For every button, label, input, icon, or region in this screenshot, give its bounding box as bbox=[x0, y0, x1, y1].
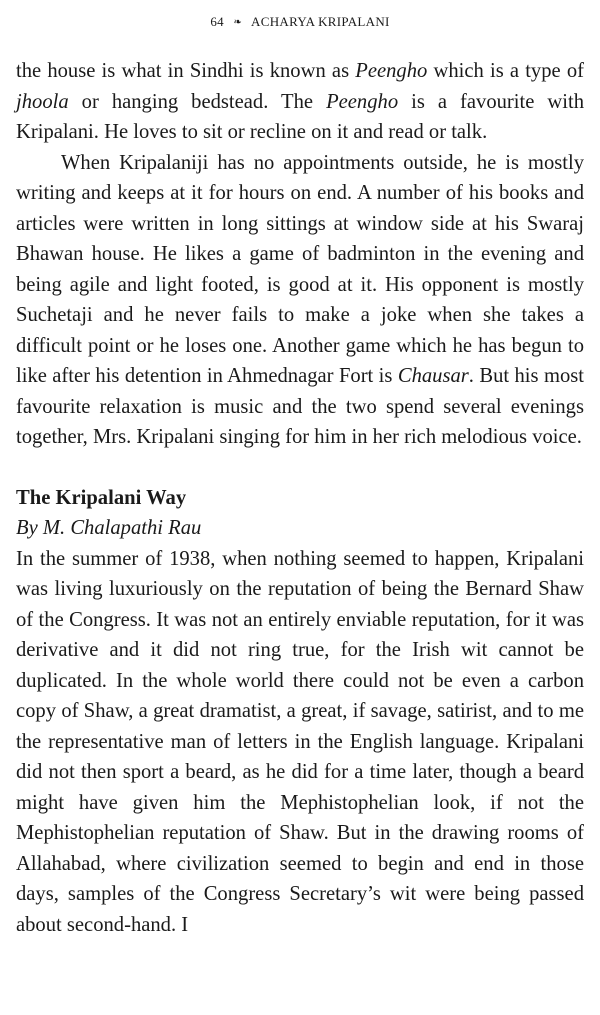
running-header bbox=[16, 14, 584, 30]
page-number: 64 bbox=[210, 14, 224, 29]
paragraph-3: In the summer of 1938, when nothing seemed to happen, Kripalani was living luxuriously on the reputation of being the Bernard Shaw of the Congress. It was not an entirely enviable reputation, for it was derivative and it did not ring true, for the Irish wit cannot be duplicated. In the whole world there could not be even a carbon copy of Shaw, a great dramatist, a great, if savage, satirist, and to me the representative man of letters in the English language. Kripalani did not then sport a beard, as he did for a time later, though a beard might have given him the Mephistophelian look, if not the Mephistophelian reputation of Shaw. But in the drawing rooms of Allahabad, where civilization seemed to begin and end in those days, samples of the Congress Secretary’s wit were being passed about second-hand. I bbox=[16, 547, 584, 936]
term-peengho-2: Peengho bbox=[326, 90, 399, 113]
term-peengho: Peengho bbox=[355, 60, 428, 82]
paragraph-2: When Kripalaniji has no appointments outside, he is mostly writing and keeps at it for hours on end. A number of his books and articles were written in long sittings at window side at his Swaraj Bhawan house. He likes a game of badminton in the evening and being agile and light footed, is good at it. His opponent is mostly Suchetaji and he never fails to make a joke when she takes a difficult point or he loses one. Another game which he has begun to like after his detention in Ahmednagar Fort is Chausar. But his most favourite relaxation is music and the two spend several evenings together, Mrs. Kripalani singing for him in her rich melodious voice. bbox=[16, 151, 584, 448]
section-gap bbox=[16, 453, 584, 483]
section-heading: The Kripalani Way bbox=[16, 486, 187, 509]
paragraph-1: the house is what in Sindhi is known as Peengho which is a type of jhoola or hanging bedstead. The Peengho is a favourite with Kripalani. He loves to sit or recline on it and read or talk. bbox=[16, 60, 584, 143]
term-jhoola: jhoola bbox=[16, 90, 69, 113]
term-chausar: Chausar bbox=[397, 365, 469, 387]
body-text bbox=[16, 56, 584, 940]
running-title: ACHARYA KRIPALANI bbox=[251, 14, 390, 29]
fleuron-separator: ❧ bbox=[233, 17, 243, 28]
section-byline: By M. Chalapathi Rau bbox=[16, 517, 202, 539]
